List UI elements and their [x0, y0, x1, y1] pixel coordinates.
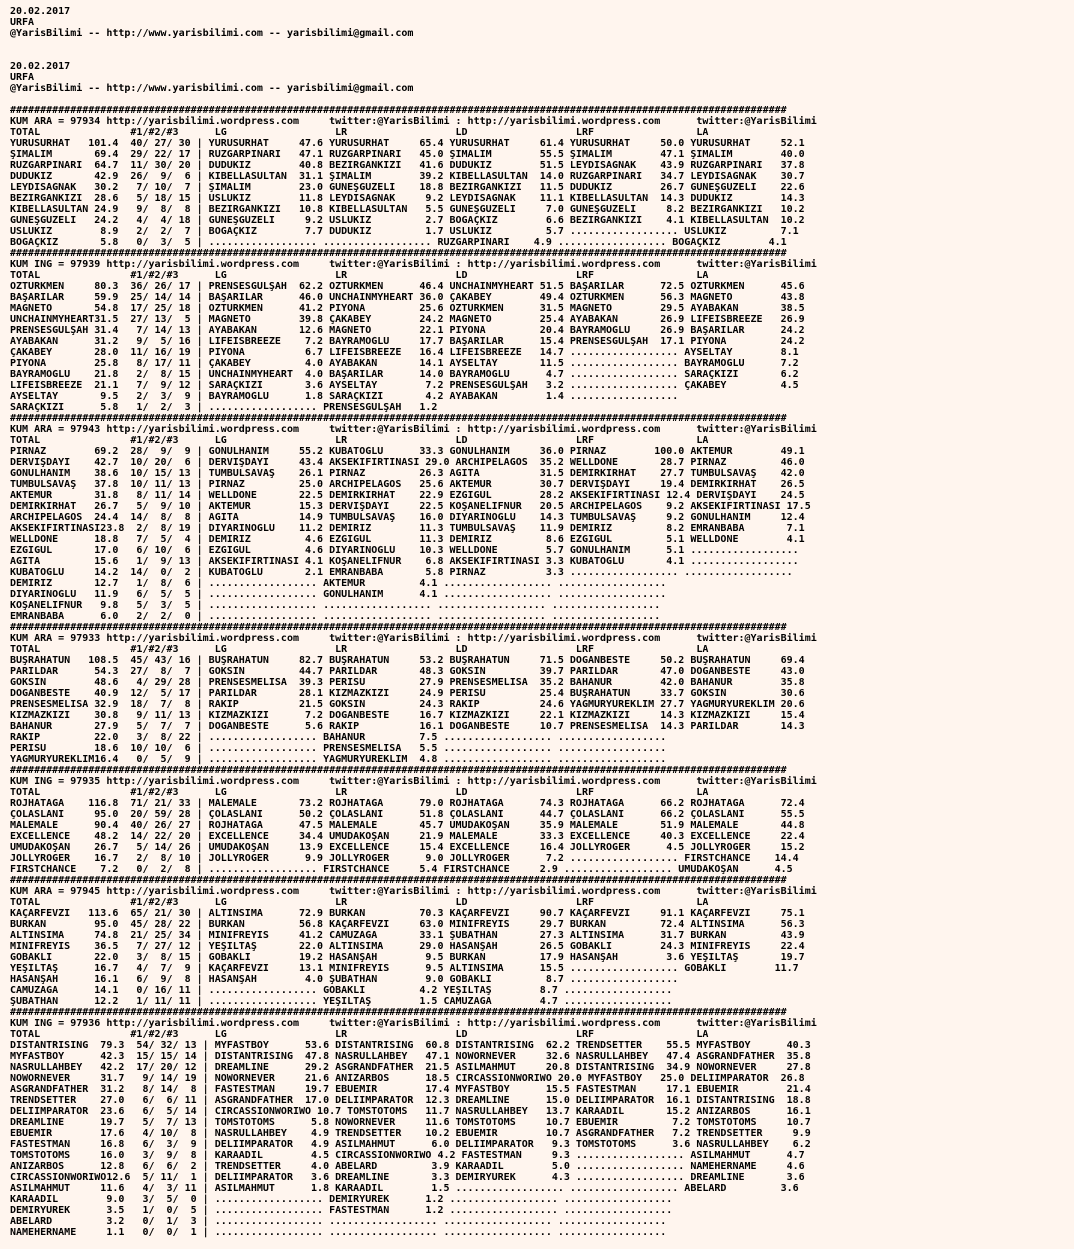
report-line: BAHANUR 27.9 5/ 7/ 7 | DOGANBESTE 5.6 RAKİP 16.1 DOGANBESTE 10.7 PRENSESMELİSA 14.3 PARILDAR 14.3 — [10, 721, 805, 732]
race-header: KUM ARA = 97943 http://yarisbilimi.wordpress.com twitter:@YarisBilimi : http://yarisbilimi.wordpress.com twitter:@YarisBilimi — [10, 424, 817, 435]
report-line: BAYRAMOĞLU 21.8 2/ 8/ 15 | UNCHAINMYHEART 4.0 BAŞARILAR 14.0 BAYRAMOĞLU 4.7 .................. SARAÇKIZI 6.2 — [10, 369, 799, 380]
report-line: KOŞANELİFNUR 9.8 5/ 3/ 5 | .................. .................. .................. .................. — [10, 600, 661, 611]
column-header: TOTAL #1/#2/#3 LG LR LD LRF LA — [10, 435, 709, 446]
report-line: YURÜSURHAT 101.4 40/ 27/ 30 | YURÜSURHAT 47.6 YURÜSURHAT 65.4 YURÜSURHAT 61.4 YURÜSURHAT 50.0 YURÜSURHAT 52.1 — [10, 138, 805, 149]
race-header: KUM İNG = 97936 http://yarisbilimi.wordpress.com twitter:@YarisBilimi : http://yarisbilimi.wordpress.com twitter:@YarisBilimi — [10, 1018, 817, 1029]
column-header: TOTAL #1/#2/#3 LG LR LD LRF LA — [10, 897, 709, 908]
blank-line — [10, 39, 1074, 50]
report-line: DEMİRİZ 12.7 1/ 8/ 6 | .................. AKTEMUR 4.1 .................. .................. — [10, 578, 667, 589]
report-line: MAGNETO 54.8 17/ 25/ 18 | ÖZTÜRKMEN 41.2 PİYONA 25.6 ÖZTÜRKMEN 31.5 MAGNETO 29.5 AYABAKAN 38.5 — [10, 303, 805, 314]
race-header: KUM ARA = 97934 http://yarisbilimi.wordpress.com twitter:@YarisBilimi : http://yarisbilimi.wordpress.com twitter:@YarisBilimi — [10, 116, 817, 127]
report-line: 20.02.2017 — [10, 61, 71, 72]
report-line: YAĞMURYÜREKLİM16.4 0/ 5/ 9 | .................. YAĞMURYÜREKLİM 4.8 .................. .................. — [10, 754, 667, 765]
report-line: TOMSTOTOMS 16.0 3/ 9/ 8 | KARAADİL 4.5 CIRCASSIONWORIWO 4.2 FASTESTMAN 9.3 .................. ASILMAHMUT 4.7 — [10, 1150, 805, 1161]
report-line: @YarisBilimi -- http://www.yarisbilimi.com -- yarisbilimi@gmail.com — [10, 83, 414, 94]
report-line: GOBAKLI 22.0 3/ 8/ 15 | GOBAKLI 19.2 HASANŞAH 9.5 BURKAN 17.9 HASANŞAH 3.6 YEŞİLTAŞ 19.7 — [10, 952, 805, 963]
report-line: NOWORNEVER 31.7 9/ 14/ 19 | NOWORNEVER 21.6 ANIZARBOS 18.5 CIRCASSIONWORIWO 20.0 MYFASTBOY 25.0 DELIIMPARATOR 26.8 — [10, 1073, 805, 1084]
report-line: JOLLYROGER 16.7 2/ 8/ 10 | JOLLYROGER 9.9 JOLLYROGER 9.0 JOLLYROGER 7.2 .................. FIRSTCHANCE 14.4 — [10, 853, 799, 864]
report-line: FASTESTMAN 16.8 6/ 3/ 9 | DELIIMPARATOR 4.9 ASILMAHMUT 6.0 DELIIMPARATOR 9.3 TOMSTOTOMS 3.6 NASRULLAHBEY 6.2 — [10, 1139, 811, 1150]
report-line: ŞİMALİM 69.4 29/ 22/ 17 | RÜZGARPINARI 47.1 RÜZGARPINARI 45.0 ŞİMALİM 55.5 ŞİMALİM 47.1 ŞİMALİM 40.0 — [10, 149, 805, 160]
report-line: DELIIMPARATOR 23.6 6/ 5/ 14 | CIRCASSIONWORIWO 10.7 TOMSTOTOMS 11.7 NASRULLAHBEY 13.7 KARAADİL 15.2 ANIZARBOS 16.1 — [10, 1106, 811, 1117]
report-line: KIZMAZKIZI 30.8 9/ 11/ 13 | KIZMAZKIZI 7.2 DOGANBESTE 16.7 KIZMAZKIZI 22.1 KIZMAZKIZI 14.3 KIZMAZKIZI 15.4 — [10, 710, 805, 721]
report-line: ÖZTÜRKMEN 80.3 36/ 26/ 17 | PRENSESGÜLŞAH 62.2 ÖZTÜRKMEN 46.4 UNCHAINMYHEART 51.5 BAŞARILAR 72.5 ÖZTÜRKMEN 45.6 — [10, 281, 805, 292]
report-line: WELLDONE 18.8 7/ 5/ 4 | DEMİRİZ 4.6 EZGİGÜL 11.3 DEMİRİZ 8.6 EZGİGÜL 5.1 WELLDONE 4.1 — [10, 534, 805, 545]
report-line: MİNİFREYİS 36.5 7/ 27/ 12 | YEŞİLTAŞ 22.0 ALTINSİMA 29.0 HASANŞAH 26.5 GOBAKLI 24.3 MİNİFREYİS 22.4 — [10, 941, 805, 952]
report-line: EXCELLENCE 48.2 14/ 22/ 20 | EXCELLENCE 34.4 UMUDAKOŞAN 21.9 MALEMALE 33.3 EXCELLENCE 40.3 EXCELLENCE 22.4 — [10, 831, 805, 842]
report-line: BOĞAÇKIZ 5.8 0/ 3/ 5 | .................. .................. RÜZGARPINARI 4.9 .................. BOĞAÇKIZ 4.1 — [10, 237, 787, 248]
report-line: DISTANTRISING 79.3 54/ 32/ 13 | MYFASTBOY 53.6 DISTANTRISING 60.8 DISTANTRISING 62.2 TRENDSETTER 55.5 MYFASTBOY 40.3 — [10, 1040, 811, 1051]
section-separator: ################################################################################################################################# — [10, 105, 787, 116]
report-line: ANIZARBOS 12.8 6/ 6/ 2 | TRENDSETTER 4.0 ABELARD 3.9 KARAADİL 5.0 .................. NAMEHERNAME 4.6 — [10, 1161, 805, 1172]
report-line: ASGRANDFATHER 31.2 8/ 14/ 8 | FASTESTMAN 19.7 EBUEMİR 17.4 MYFASTBOY 15.5 FASTESTMAN 17.1 EBUEMİR 21.4 — [10, 1084, 811, 1095]
report-line: DREAMLINE 19.7 5/ 7/ 13 | TOMSTOTOMS 5.8 NOWORNEVER 11.6 TOMSTOTOMS 10.7 EBUEMİR 7.2 TOMSTOTOMS 10.7 — [10, 1117, 811, 1128]
report-line: ABELARD 3.2 0/ 1/ 3 | .................. .................. .................. .................. — [10, 1216, 667, 1227]
report-line: YEŞİLTAŞ 16.7 4/ 7/ 9 | KAÇARFEVZİ 13.1 MİNİFREYİS 9.5 ALTINSİMA 15.5 .................. GOBAKLI 11.7 — [10, 963, 799, 974]
report-line: PARILDAR 54.3 27/ 8/ 7 | GÖKSİN 44.7 PARILDAR 48.3 GÖKSİN 39.7 PARILDAR 47.0 DOGANBESTE 43.0 — [10, 666, 805, 677]
report-line: CIRCASSIONWORIWO12.6 5/ 11/ 1 | DELIIMPARATOR 3.6 DREAMLINE 3.3 DEMİRYÜREK 4.3 .................. DREAMLINE 3.6 — [10, 1172, 805, 1183]
report-line: ROJHATAĞA 116.8 71/ 21/ 33 | MALEMALE 73.2 ROJHATAĞA 79.0 ROJHATAĞA 74.3 ROJHATAĞA 66.2 ROJHATAĞA 72.4 — [10, 798, 805, 809]
section-separator: ################################################################################################################################# — [10, 622, 787, 633]
report-line: CAMUZAĞA 14.1 0/ 16/ 11 | .................. GOBAKLI 4.2 YEŞİLTAŞ 8.7 .................. — [10, 985, 673, 996]
report-line: EZGİGÜL 17.0 6/ 10/ 6 | EZGİGÜL 4.6 DİYARINOĞLU 10.3 WELLDONE 5.7 GÖNÜLHANIM 5.1 .................. — [10, 545, 799, 556]
report-line: FIRSTCHANCE 7.2 0/ 2/ 8 | .................. FIRSTCHANCE 5.4 FIRSTCHANCE 2.9 .................. UMUDAKOŞAN 4.5 — [10, 864, 793, 875]
blank-line — [10, 50, 1074, 61]
report-line: LIFEISBREEZE 21.1 7/ 9/ 12 | SARAÇKIZI 3.6 AYSELTAY 7.2 PRENSESGÜLŞAH 3.2 .................. ÇAKABEY 4.5 — [10, 380, 799, 391]
section-separator: ################################################################################################################################# — [10, 765, 787, 776]
report-line: TRENDSETTER 27.0 6/ 6/ 11 | ASGRANDFATHER 17.0 DELIIMPARATOR 12.3 DREAMLINE 15.0 DELIIMPARATOR 16.1 DISTANTRISING 18.8 — [10, 1095, 811, 1106]
column-header: TOTAL #1/#2/#3 LG LR LD LRF LA — [10, 127, 709, 138]
report-line: EBUEMİR 17.6 4/ 10/ 8 | NASRULLAHBEY 4.9 TRENDSETTER 10.2 EBUEMİR 10.7 ASGRANDFATHER 7.2 TRENDSETTER 9.9 — [10, 1128, 811, 1139]
report-line: TUMBULSAVAŞ 37.8 10/ 11/ 13 | PİRNAZ 25.0 ARCHIPELAGOS 25.6 AKTEMUR 30.7 DERVİŞDAYI 19.4 DEMİRKIRHAT 26.5 — [10, 479, 805, 490]
report-line: PERİSU 18.6 10/ 10/ 6 | .................. PRENSESMELİSA 5.5 .................. .................. — [10, 743, 667, 754]
race-header: KUM ARA = 97933 http://yarisbilimi.wordpress.com twitter:@YarisBilimi : http://yarisbilimi.wordpress.com twitter:@YarisBilimi — [10, 633, 817, 644]
section-separator: ################################################################################################################################# — [10, 413, 787, 424]
report-line: ARCHIPELAGOS 24.4 14/ 8/ 8 | AĞITA 14.9 TUMBULSAVAŞ 16.0 DİYARINOĞLU 14.3 TUMBULSAVAŞ 9.2 GÖNÜLHANIM 12.4 — [10, 512, 805, 523]
report-line: ÜSLÜKIZ 8.9 2/ 2/ 7 | BOĞAÇKIZ 7.7 DUDUKİZ 1.7 ÜSLÜKIZ 5.7 .................. ÜSLÜKIZ 7.1 — [10, 226, 799, 237]
column-header: TOTAL #1/#2/#3 LG LR LD LRF LA — [10, 1029, 709, 1040]
report-line: BURKAN 95.0 45/ 28/ 22 | BURKAN 56.8 KAÇARFEVZİ 63.0 MİNİFREYİS 29.7 BURKAN 72.4 ALTINSİMA 56.3 — [10, 919, 805, 930]
report-line: DEMİRYÜREK 3.5 1/ 0/ 5 | .................. FASTESTMAN 1.2 .................. .................. — [10, 1205, 673, 1216]
report-line: KAÇARFEVZİ 113.6 65/ 21/ 30 | ALTINSİMA 72.9 BURKAN 70.3 KAÇARFEVZİ 90.7 KAÇARFEVZİ 91.1 KAÇARFEVZİ 75.1 — [10, 908, 805, 919]
report-line: GÖKSİN 48.6 4/ 29/ 28 | PRENSESMELİSA 39.3 PERİSU 27.9 PRENSESMELİSA 35.2 BAHANUR 42.0 BAHANUR 35.8 — [10, 677, 805, 688]
report-line: PİYONA 25.8 8/ 17/ 11 | ÇAKABEY 4.0 AYABAKAN 14.1 AYSELTAY 11.5 .................. BAYRAMOĞLU 7.2 — [10, 358, 799, 369]
race-header: KUM İNG = 97939 http://yarisbilimi.wordpress.com twitter:@YarisBilimi : http://yarisbilimi.wordpress.com twitter:@YarisBilimi — [10, 259, 817, 270]
report-line: NAMEHERNAME 1.1 0/ 0/ 1 | .................. .................. .................. .................. — [10, 1227, 667, 1238]
report-line: ÇOLASLANI 95.0 20/ 59/ 28 | ÇOLASLANI 50.2 ÇOLASLANI 51.8 ÇOLASLANI 44.7 ÇOLASLANI 66.2 ÇOLASLANI 55.5 — [10, 809, 805, 820]
report-line: DEMİRKIRHAT 26.7 5/ 9/ 10 | AKTEMUR 15.3 DERVİŞDAYI 22.5 KOŞANELİFNUR 20.5 ARCHIPELAGOS 9.2 AKSEKİFIRTINASI 17.5 — [10, 501, 811, 512]
report-line: PİRNAZ 69.2 28/ 9/ 9 | GÖNÜLHANIM 55.2 KUBATOĞLU 33.3 GÖNÜLHANIM 36.0 PİRNAZ 100.0 AKTEMUR 49.1 — [10, 446, 805, 457]
report-line: DİYARINOĞLU 11.9 6/ 5/ 5 | .................. GÖNÜLHANIM 4.1 .................. .................. — [10, 589, 667, 600]
report-line: GÖNÜLHANIM 38.6 10/ 15/ 13 | TUMBULSAVAŞ 26.1 PİRNAZ 26.3 AĞITA 31.5 DEMİRKIRHAT 27.7 TUMBULSAVAŞ 42.0 — [10, 468, 805, 479]
report-line: GÜNEŞGÜZELİ 24.2 4/ 4/ 18 | GÜNEŞGÜZELİ 9.2 ÜSLÜKIZ 2.7 BOĞAÇKIZ 6.6 BEZİRGANKIZI 4.1 KİBELLASULTAN 10.2 — [10, 215, 805, 226]
report-line: AYSELTAY 9.5 2/ 3/ 9 | BAYRAMOĞLU 1.8 SARAÇKIZI 4.2 AYABAKAN 1.4 .................. — [10, 391, 679, 402]
report-line: KUBATOĞLU 14.2 14/ 0/ 2 | KUBATOĞLU 2.1 EMRANBABA 5.8 PİRNAZ 3.3 .................. .................. — [10, 567, 793, 578]
report-line: DOGANBESTE 40.9 12/ 5/ 17 | PARILDAR 28.1 KIZMAZKIZI 24.9 PERİSU 25.4 BUŞRAHATUN 33.7 GÖKSİN 30.6 — [10, 688, 805, 699]
report-line: MALEMALE 90.4 40/ 26/ 27 | ROJHATAĞA 47.5 MALEMALE 45.7 UMUDAKOŞAN 35.9 MALEMALE 51.9 MALEMALE 44.8 — [10, 820, 805, 831]
report-line: BEZİRGANKIZI 28.6 5/ 18/ 15 | ÜSLÜKIZ 11.8 LEYDİSAĞNAK 9.2 LEYDİSAĞNAK 11.1 KİBELLASULTAN 14.3 DUDUKİZ 14.3 — [10, 193, 805, 204]
report-line: 20.02.2017 — [10, 6, 71, 17]
section-separator: ################################################################################################################################# — [10, 875, 787, 886]
report-line: @YarisBilimi -- http://www.yarisbilimi.com -- yarisbilimi@gmail.com — [10, 28, 414, 39]
column-header: TOTAL #1/#2/#3 LG LR LD LRF LA — [10, 787, 709, 798]
report-line: UMUDAKOŞAN 26.7 5/ 14/ 26 | UMUDAKOŞAN 13.9 EXCELLENCE 15.4 EXCELLENCE 16.4 JOLLYROGER 4.5 JOLLYROGER 15.2 — [10, 842, 805, 853]
report-line: RAKİP 22.0 3/ 8/ 22 | .................. BAHANUR 7.5 .................. .................. — [10, 732, 667, 743]
report-line: ŞUBATHAN 12.2 1/ 11/ 11 | .................. YEŞİLTAŞ 1.5 CAMUZAĞA 4.7 .................. — [10, 996, 673, 1007]
column-header: TOTAL #1/#2/#3 LG LR LD LRF LA — [10, 270, 709, 281]
report-line: EMRANBABA 6.0 2/ 2/ 0 | .................. .................. .................. .................. — [10, 611, 661, 622]
report-line: SARAÇKIZI 5.8 1/ 2/ 3 | .................. PRENSESGÜLŞAH 1.2 — [10, 402, 438, 413]
report-line: DERVİŞDAYI 42.7 10/ 20/ 6 | DERVİŞDAYI 43.4 AKSEKİFIRTINASI 29.0 ARCHIPELAGOS 35.2 WELLDONE 28.7 PİRNAZ 46.0 — [10, 457, 805, 468]
report-line: URFA — [10, 72, 35, 83]
report-line: LEYDİSAĞNAK 30.2 7/ 10/ 7 | ŞİMALİM 23.0 GÜNEŞGÜZELİ 18.8 BEZİRGANKIZI 11.5 DUDUKİZ 26.7 GÜNEŞGÜZELİ 22.6 — [10, 182, 805, 193]
report-line: BAŞARILAR 59.9 25/ 14/ 14 | BAŞARILAR 46.0 UNCHAINMYHEART 36.0 ÇAKABEY 49.4 ÖZTÜRKMEN 56.3 MAGNETO 43.8 — [10, 292, 805, 303]
report-line: NASRULLAHBEY 42.2 17/ 20/ 12 | DREAMLINE 29.2 ASGRANDFATHER 21.5 ASILMAHMUT 20.8 DISTANTRISING 34.9 NOWORNEVER 27.8 — [10, 1062, 811, 1073]
race-header: KUM İNG = 97935 http://yarisbilimi.wordpress.com twitter:@YarisBilimi : http://yarisbilimi.wordpress.com twitter:@YarisBilimi — [10, 776, 817, 787]
report-line: KARAADİL 9.0 3/ 5/ 0 | .................. DEMİRYÜREK 1.2 .................. .................. — [10, 1194, 673, 1205]
report-line: AĞITA 15.6 1/ 9/ 13 | AKSEKİFIRTINASI 4.1 KOŞANELİFNUR 6.8 AKSEKİFIRTINASI 3.3 KUBATOĞLU 4.1 .................. — [10, 556, 799, 567]
report-line: KİBELLASULTAN 24.9 9/ 8/ 8 | BEZİRGANKIZI 10.8 KİBELLASULTAN 5.5 GÜNEŞGÜZELİ 7.0 GÜNEŞGÜZELİ 8.2 BEZİRGANKIZI 10.2 — [10, 204, 805, 215]
report-line: URFA — [10, 17, 35, 28]
section-separator: ################################################################################################################################# — [10, 1007, 787, 1018]
report-line: ALTINSİMA 74.8 21/ 25/ 34 | MİNİFREYİS 41.2 CAMUZAĞA 33.1 ŞUBATHAN 27.3 ALTINSİMA 31.7 BURKAN 43.9 — [10, 930, 805, 941]
report-line: ASILMAHMUT 11.6 4/ 3/ 11 | ASILMAHMUT 1.8 KARAADİL 1.5 .................. .................. ABELARD 3.6 — [10, 1183, 799, 1194]
race-header: KUM ARA = 97945 http://yarisbilimi.wordpress.com twitter:@YarisBilimi : http://yarisbilimi.wordpress.com twitter:@YarisBilimi — [10, 886, 817, 897]
report-line: AYABAKAN 31.2 9/ 5/ 16 | LIFEISBREEZE 7.2 BAYRAMOĞLU 17.7 BAŞARILAR 15.4 PRENSESGÜLŞAH 17.1 PİYONA 24.2 — [10, 336, 805, 347]
column-header: TOTAL #1/#2/#3 LG LR LD LRF LA — [10, 644, 709, 655]
report-line: PRENSESMELİSA 32.9 18/ 7/ 8 | RAKİP 21.5 GÖKSİN 24.3 RAKİP 24.6 YAĞMURYÜREKLİM 27.7 YAĞMURYÜREKLİM 20.6 — [10, 699, 805, 710]
report-line: UNCHAINMYHEART31.5 27/ 13/ 5 | MAGNETO 39.8 ÇAKABEY 24.2 MAGNETO 25.4 AYABAKAN 26.9 LIFEISBREEZE 26.9 — [10, 314, 805, 325]
blank-line — [10, 94, 1074, 105]
report-line: ÇAKABEY 28.0 11/ 16/ 19 | PİYONA 6.7 LIFEISBREEZE 16.4 LIFEISBREEZE 14.7 .................. AYSELTAY 8.1 — [10, 347, 799, 358]
section-separator: ################################################################################################################################# — [10, 248, 787, 259]
report-line: BUŞRAHATUN 108.5 45/ 43/ 16 | BUŞRAHATUN 82.7 BUŞRAHATUN 53.2 BUŞRAHATUN 71.5 DOGANBESTE 50.2 BUŞRAHATUN 69.4 — [10, 655, 805, 666]
report-line: AKSEKİFIRTINASI23.8 2/ 8/ 19 | DİYARINOĞLU 11.2 DEMİRİZ 11.3 TUMBULSAVAŞ 11.9 DEMİRİZ 8.2 EMRANBABA 7.1 — [10, 523, 805, 534]
report-line: HASANŞAH 16.1 6/ 9/ 8 | HASANŞAH 4.0 ŞUBATHAN 9.0 GOBAKLI 8.7 .................. — [10, 974, 679, 985]
report-line: DUDUKİZ 42.9 26/ 9/ 6 | KİBELLASULTAN 31.1 ŞİMALİM 39.2 KİBELLASULTAN 14.0 RÜZGARPINARI 34.7 LEYDİSAĞNAK 30.7 — [10, 171, 805, 182]
report-line: RÜZGARPINARI 64.7 11/ 30/ 20 | DUDUKİZ 40.8 BEZİRGANKIZI 41.6 DUDUKİZ 51.5 LEYDİSAĞNAK 43.9 RÜZGARPINARI 37.8 — [10, 160, 805, 171]
report-line: MYFASTBOY 42.3 15/ 15/ 14 | DISTANTRISING 47.8 NASRULLAHBEY 47.1 NOWORNEVER 32.6 NASRULLAHBEY 47.4 ASGRANDFATHER 35.8 — [10, 1051, 811, 1062]
report-line: AKTEMUR 31.8 8/ 11/ 14 | WELLDONE 22.5 DEMİRKIRHAT 22.9 EZGİGÜL 28.2 AKSEKİFIRTINASI 12.4 DERVİŞDAYI 24.5 — [10, 490, 805, 501]
report-line: PRENSESGÜLŞAH 31.4 7/ 14/ 13 | AYABAKAN 12.6 MAGNETO 22.1 PİYONA 20.4 BAYRAMOĞLU 26.9 BAŞARILAR 24.2 — [10, 325, 805, 336]
